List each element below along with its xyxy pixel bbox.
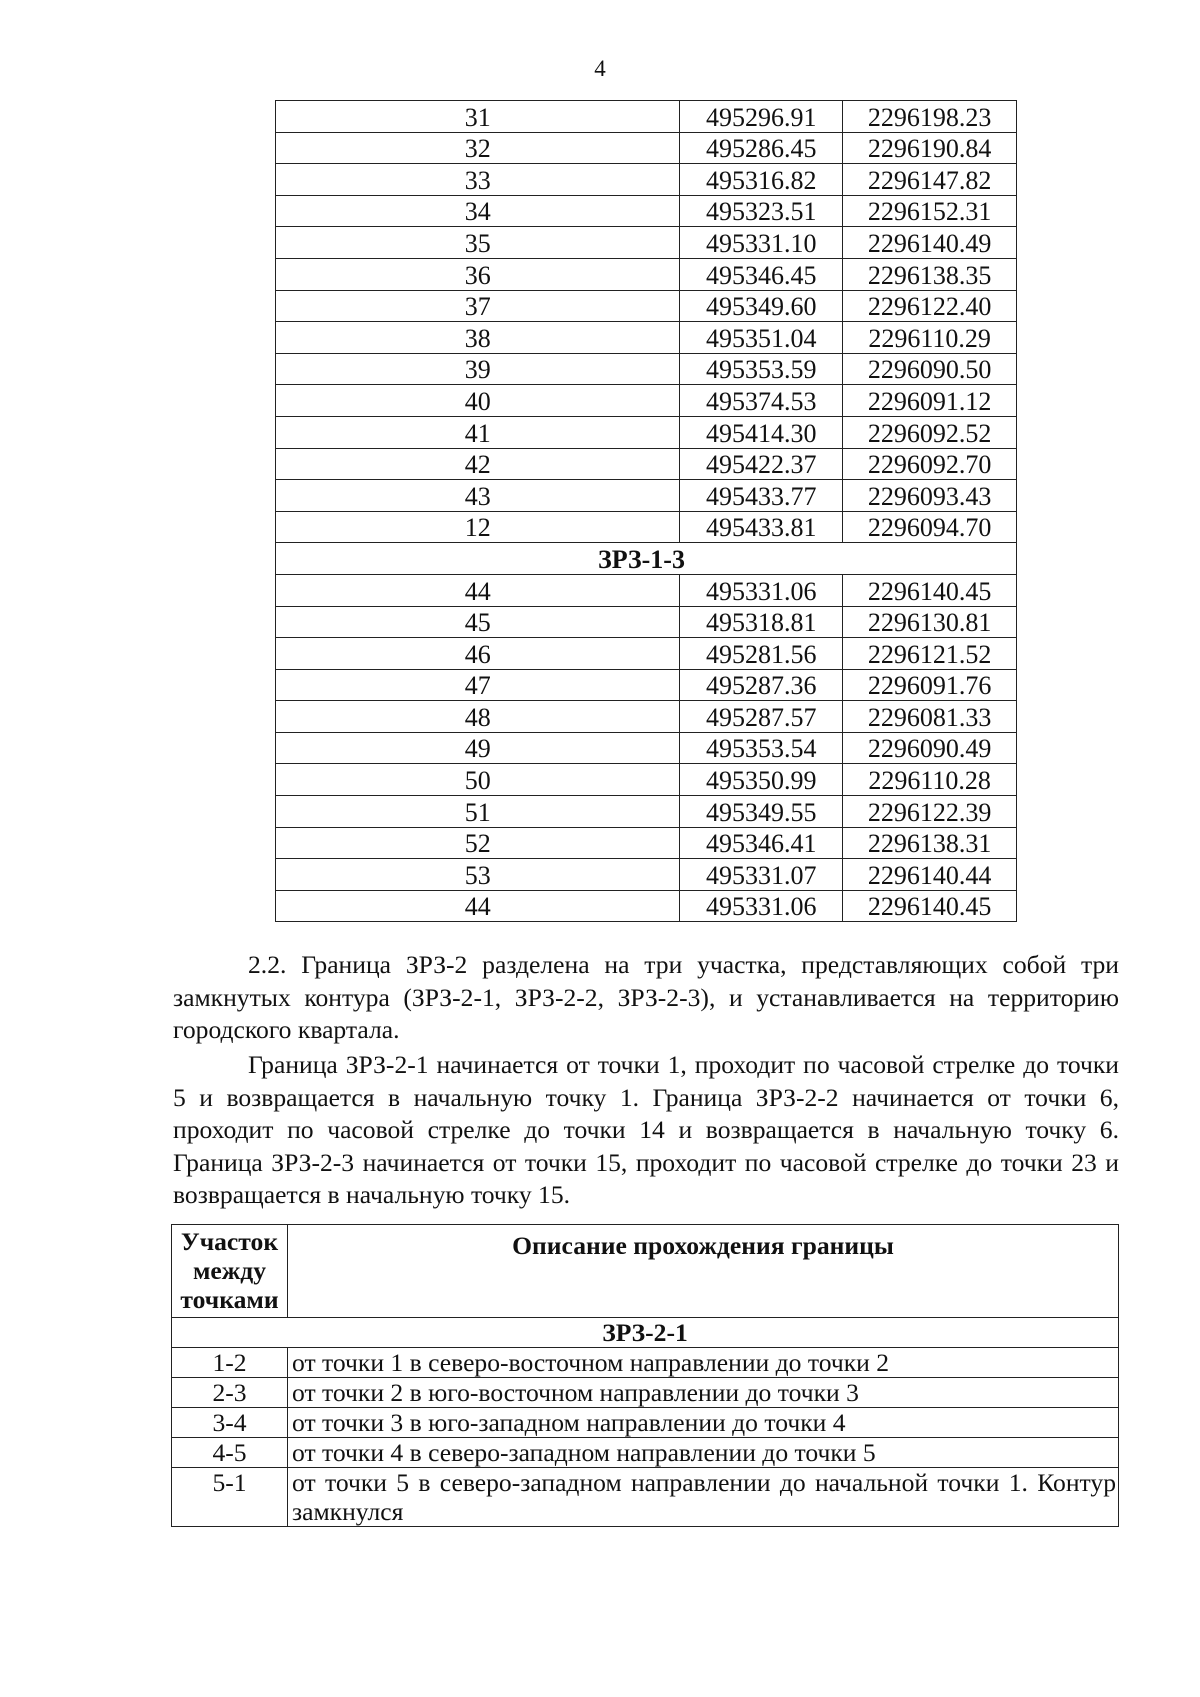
coord-y: 2296152.31 [843,195,1017,227]
coord-x: 495349.60 [680,290,843,322]
coord-x: 495433.81 [680,511,843,543]
point-number: 12 [276,511,680,543]
boundary-description-table [171,1224,1119,1527]
coord-x: 495331.06 [680,574,843,606]
coord-y: 2296147.82 [843,164,1017,196]
table-row [276,796,1017,828]
coord-x: 495346.45 [680,258,843,290]
table-row [276,890,1017,922]
point-number: 40 [276,385,680,417]
description-cell: от точки 4 в северо-западном направлении до точки 5 [288,1438,1119,1468]
coord-y: 2296110.29 [843,322,1017,354]
point-number: 35 [276,227,680,259]
table-row [276,164,1017,196]
coord-y: 2296122.40 [843,290,1017,322]
point-number: 44 [276,574,680,606]
point-number: 34 [276,195,680,227]
coord-x: 495353.54 [680,732,843,764]
point-number: 53 [276,859,680,891]
coord-y: 2296093.43 [843,480,1017,512]
coord-x: 495287.57 [680,701,843,733]
table-row [276,574,1017,606]
table-row [276,511,1017,543]
table-row [276,606,1017,638]
table-row [276,827,1017,859]
point-number: 37 [276,290,680,322]
point-number: 36 [276,258,680,290]
header-segment: Участок между точками [172,1225,288,1318]
point-number: 42 [276,448,680,480]
point-number: 49 [276,732,680,764]
point-number: 45 [276,606,680,638]
coord-x: 495349.55 [680,796,843,828]
table-row [276,416,1017,448]
coord-y: 2296092.52 [843,416,1017,448]
coord-x: 495353.59 [680,353,843,385]
coord-x: 495287.36 [680,669,843,701]
point-number: 51 [276,796,680,828]
coord-y: 2296122.39 [843,796,1017,828]
table-row [276,480,1017,512]
coord-x: 495286.45 [680,132,843,164]
table-row [276,385,1017,417]
coord-y: 2296140.45 [843,890,1017,922]
page-number: 4 [594,56,606,81]
point-number: 50 [276,764,680,796]
paragraph-zrz-2-intro: 2.2. Граница ЗРЗ-2 разделена на три участка, представляющих собой три замкнутых контура (ЗРЗ-2-1, ЗРЗ-2-2, ЗРЗ-2-3), и устанавливается на территорию городского квартала. [173,950,1119,1044]
coord-x: 495422.37 [680,448,843,480]
table-row [276,764,1017,796]
table-row [276,353,1017,385]
table-row [276,732,1017,764]
coord-x: 495350.99 [680,764,843,796]
coord-x: 495374.53 [680,385,843,417]
coord-x: 495433.77 [680,480,843,512]
segment-cell: 2-3 [172,1378,288,1408]
table-row [276,290,1017,322]
table-row [276,701,1017,733]
description-cell: от точки 2 в юго-восточном направлении до точки 3 [288,1378,1119,1408]
section-title-zrz-2-1: ЗРЗ-2-1 [172,1318,1119,1348]
coordinates-table [275,100,1017,922]
point-number: 39 [276,353,680,385]
coord-y: 2296091.76 [843,669,1017,701]
point-number: 41 [276,416,680,448]
segment-cell: 4-5 [172,1438,288,1468]
point-number: 47 [276,669,680,701]
table-row [172,1348,1119,1378]
coord-y: 2296130.81 [843,606,1017,638]
table-row [172,1378,1119,1408]
table-row [276,101,1017,133]
table-row [276,258,1017,290]
coord-x: 495296.91 [680,101,843,133]
coord-x: 495414.30 [680,416,843,448]
coord-y: 2296091.12 [843,385,1017,417]
coord-y: 2296094.70 [843,511,1017,543]
segment-cell: 1-2 [172,1348,288,1378]
coord-y: 2296090.50 [843,353,1017,385]
coord-y: 2296138.35 [843,258,1017,290]
table-row [276,638,1017,670]
section-row [276,543,1017,575]
coord-y: 2296138.31 [843,827,1017,859]
paragraph-zrz-2-boundaries: Граница ЗРЗ-2-1 начинается от точки 1, проходит по часовой стрелке до точки 5 и возвращается в начальную точку 1. Граница ЗРЗ-2-2 начинается от точки 6, проходит по часовой стрелке до точки 14 и возвращается в начальную точку 6. Граница ЗРЗ-2-3 начинается от точки 15, проходит по часовой стрелке до точки 23 и возвращается в начальную точку 15. [173,1050,1119,1209]
coord-x: 495331.07 [680,859,843,891]
coord-y: 2296140.49 [843,227,1017,259]
table-row [276,322,1017,354]
point-number: 43 [276,480,680,512]
table-row [276,195,1017,227]
description-cell: от точки 5 в северо-западном направлении до начальной точки 1. Контур замкнулся [288,1468,1119,1527]
segment-cell: 5-1 [172,1468,288,1527]
description-cell: от точки 3 в юго-западном направлении до точки 4 [288,1408,1119,1438]
table-row [276,859,1017,891]
header-description: Описание прохождения границы [288,1225,1119,1318]
point-number: 33 [276,164,680,196]
coord-x: 495351.04 [680,322,843,354]
table-row [172,1438,1119,1468]
table-row [276,448,1017,480]
coord-y: 2296092.70 [843,448,1017,480]
point-number: 31 [276,101,680,133]
coord-y: 2296140.45 [843,574,1017,606]
coord-x: 495318.81 [680,606,843,638]
coord-x: 495331.06 [680,890,843,922]
table-row [172,1468,1119,1527]
table-row [276,132,1017,164]
segment-cell: 3-4 [172,1408,288,1438]
point-number: 48 [276,701,680,733]
coord-x: 495331.10 [680,227,843,259]
table-row [276,227,1017,259]
coord-x: 495281.56 [680,638,843,670]
coord-y: 2296090.49 [843,732,1017,764]
point-number: 32 [276,132,680,164]
section-row [172,1318,1119,1348]
coord-y: 2296110.28 [843,764,1017,796]
coord-y: 2296121.52 [843,638,1017,670]
table-row [276,669,1017,701]
coord-y: 2296140.44 [843,859,1017,891]
header-row [172,1225,1119,1318]
point-number: 46 [276,638,680,670]
coord-y: 2296190.84 [843,132,1017,164]
coord-x: 495346.41 [680,827,843,859]
section-title-zrz-1-3: ЗРЗ-1-3 [276,543,1017,575]
coord-y: 2296081.33 [843,701,1017,733]
table-row [172,1408,1119,1438]
coord-x: 495323.51 [680,195,843,227]
description-cell: от точки 1 в северо-восточном направлении до точки 2 [288,1348,1119,1378]
coord-x: 495316.82 [680,164,843,196]
point-number: 52 [276,827,680,859]
coord-y: 2296198.23 [843,101,1017,133]
point-number: 44 [276,890,680,922]
point-number: 38 [276,322,680,354]
